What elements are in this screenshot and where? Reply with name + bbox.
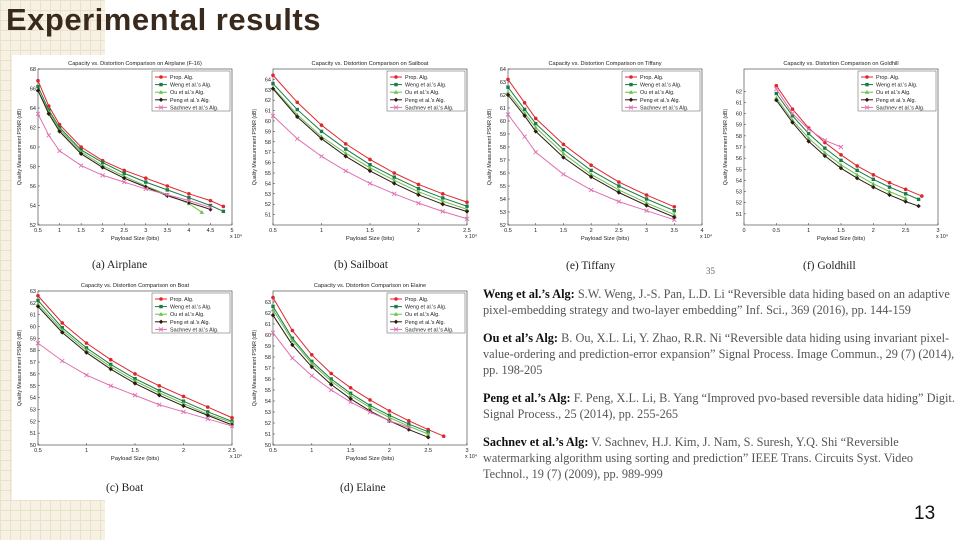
x-tick-label: 4 bbox=[187, 228, 191, 234]
chart-elaine bbox=[247, 277, 477, 477]
x-tick-label: 0.5 bbox=[772, 228, 781, 234]
slide-title: Experimental results bbox=[6, 2, 321, 37]
data-point bbox=[807, 132, 810, 135]
legend-entry: Weng et al.'s Alg. bbox=[876, 82, 918, 89]
data-point bbox=[271, 73, 275, 77]
y-tick-label: 59 bbox=[735, 122, 742, 129]
legend-entry: Sachnev et al.'s Alg. bbox=[170, 105, 219, 112]
y-tick-label: 58 bbox=[264, 355, 271, 361]
legend bbox=[387, 293, 465, 333]
data-point bbox=[865, 75, 869, 79]
x-tick-label: 1.5 bbox=[346, 448, 355, 454]
x-axis-multiplier: x 10⁴ bbox=[936, 234, 949, 240]
data-point bbox=[36, 85, 39, 88]
y-tick-label: 57 bbox=[735, 145, 742, 151]
legend-entry: Ou et al.'s Alg. bbox=[405, 312, 440, 319]
y-tick-label: 59 bbox=[29, 336, 36, 343]
x-axis-label: Payload Size (bits) bbox=[345, 236, 395, 242]
y-tick-label: 62 bbox=[735, 89, 742, 96]
data-point bbox=[617, 184, 620, 187]
data-point bbox=[673, 209, 676, 212]
y-tick-label: 54 bbox=[264, 181, 271, 188]
data-point bbox=[629, 75, 633, 79]
legend bbox=[152, 71, 230, 111]
x-tick-label: 3 bbox=[465, 448, 469, 454]
y-tick-label: 55 bbox=[264, 388, 271, 394]
data-point bbox=[291, 329, 295, 333]
y-tick-label: 54 bbox=[29, 395, 36, 402]
y-tick-label: 60 bbox=[29, 145, 36, 151]
x-axis-multiplier: x 10⁴ bbox=[700, 234, 713, 240]
data-point bbox=[166, 184, 170, 188]
data-point bbox=[888, 185, 891, 188]
x-tick-label: 5 bbox=[230, 228, 234, 234]
data-point bbox=[144, 180, 147, 183]
y-tick-label: 53 bbox=[264, 191, 271, 198]
legend-entry: Sachnev et al.'s Alg. bbox=[405, 105, 454, 112]
y-tick-label: 56 bbox=[499, 171, 506, 177]
x-tick-label: 1 bbox=[807, 228, 811, 234]
legend-entry: Weng et al.'s Alg. bbox=[170, 304, 212, 311]
y-tick-label: 60 bbox=[264, 119, 271, 125]
x-tick-label: 1 bbox=[319, 228, 324, 234]
y-tick-label: 66 bbox=[29, 86, 36, 93]
y-tick-label: 63 bbox=[264, 300, 271, 306]
y-tick-label: 61 bbox=[735, 100, 742, 107]
data-point bbox=[368, 398, 372, 402]
data-point bbox=[159, 75, 163, 79]
data-point bbox=[562, 148, 565, 151]
y-tick-label: 57 bbox=[264, 366, 271, 372]
data-point bbox=[394, 297, 398, 301]
x-tick-label: 2.5 bbox=[424, 448, 433, 454]
data-point bbox=[159, 297, 163, 301]
reference-label: Weng et al.’s Alg: bbox=[483, 287, 575, 301]
data-point bbox=[441, 192, 445, 196]
data-point bbox=[506, 86, 509, 89]
y-tick-label: 57 bbox=[499, 158, 506, 164]
legend-entry: Prop. Alg. bbox=[876, 75, 900, 81]
data-point bbox=[629, 83, 632, 86]
legend-entry: Weng et al.'s Alg. bbox=[405, 82, 447, 89]
data-point bbox=[36, 294, 40, 298]
legend-entry: Weng et al.'s Alg. bbox=[640, 82, 682, 89]
y-tick-label: 56 bbox=[29, 184, 36, 190]
x-tick-label: 2 bbox=[387, 448, 391, 454]
y-tick-label: 52 bbox=[29, 223, 36, 229]
y-tick-label: 64 bbox=[29, 106, 36, 112]
legend-entry: Prop. Alg. bbox=[405, 297, 429, 303]
x-tick-label: 4 bbox=[700, 228, 704, 234]
x-tick-label: 2 bbox=[101, 228, 105, 234]
data-point bbox=[295, 100, 299, 104]
y-tick-label: 51 bbox=[735, 211, 742, 218]
data-point bbox=[534, 117, 538, 121]
y-axis-label: Quality Measurement PSNR (dB) bbox=[17, 329, 23, 407]
data-point bbox=[839, 159, 842, 162]
y-tick-label: 59 bbox=[264, 344, 271, 350]
y-tick-label: 51 bbox=[29, 431, 36, 438]
y-tick-label: 68 bbox=[29, 67, 36, 73]
caption-tiffany: (e) Tiffany bbox=[566, 260, 616, 272]
x-tick-label: 1 bbox=[310, 448, 314, 454]
x-tick-label: 2.5 bbox=[463, 228, 471, 234]
y-tick-label: 58 bbox=[29, 164, 36, 171]
data-point bbox=[296, 108, 299, 111]
legend-entry: Peng et al.'s Alg. bbox=[876, 97, 916, 104]
chart-airplane bbox=[12, 55, 242, 257]
data-point bbox=[209, 199, 213, 203]
y-axis-label: Quality Measurement PSNR (dB) bbox=[723, 108, 729, 186]
legend-entry: Prop. Alg. bbox=[405, 75, 429, 81]
x-tick-label: 3.5 bbox=[670, 228, 679, 234]
legend-entry: Sachnev et al.'s Alg. bbox=[876, 105, 925, 112]
caption-airplane: (a) Airplane bbox=[92, 259, 148, 271]
x-tick-label: 2 bbox=[181, 448, 186, 454]
y-tick-label: 51 bbox=[264, 432, 271, 438]
x-axis-multiplier: x 10⁴ bbox=[465, 454, 478, 460]
x-tick-label: 2.5 bbox=[615, 228, 623, 234]
y-tick-label: 52 bbox=[29, 419, 36, 426]
chart-title: Capacity vs. Distortion Comparison on Sailboat bbox=[311, 61, 429, 67]
x-tick-label: 2.5 bbox=[901, 228, 910, 234]
data-point bbox=[394, 75, 398, 79]
y-tick-label: 60 bbox=[735, 111, 742, 118]
chart-sailboat bbox=[247, 55, 477, 257]
legend-entry: Weng et al.'s Alg. bbox=[405, 304, 447, 311]
y-tick-label: 58 bbox=[499, 145, 506, 151]
data-point bbox=[159, 83, 162, 86]
x-tick-label: 0.5 bbox=[34, 228, 42, 234]
y-tick-label: 63 bbox=[29, 289, 36, 295]
data-point bbox=[271, 82, 274, 85]
y-tick-label: 54 bbox=[499, 197, 506, 203]
data-point bbox=[166, 188, 169, 191]
reference-text: V. Sachnev, H.J. Kim, J. Nam, S. Suresh, Y.Q. Shi “Reversible watermarking algorithm using sorting and prediction” IEEE Trans. Circuits Syst. Video Technol., 19 (7) (2009), pp. 989-999 bbox=[483, 435, 914, 481]
data-point bbox=[206, 405, 210, 409]
y-tick-label: 60 bbox=[29, 324, 36, 331]
y-tick-label: 62 bbox=[264, 98, 271, 105]
caption-goldhill: (f) Goldhill bbox=[803, 260, 856, 272]
x-axis-label: Payload Size (bits) bbox=[345, 456, 395, 462]
legend-entry: Peng et al.'s Alg. bbox=[405, 319, 445, 326]
chart-title: Capacity vs. Distortion Comparison on Goldhill bbox=[783, 61, 899, 67]
data-point bbox=[344, 142, 348, 146]
stray-mark: 35 bbox=[706, 266, 715, 276]
y-tick-label: 50 bbox=[264, 443, 271, 449]
chart-svg bbox=[12, 55, 242, 257]
y-tick-label: 58 bbox=[29, 348, 36, 355]
chart-svg bbox=[247, 277, 477, 477]
x-tick-label: 1.5 bbox=[837, 228, 845, 234]
data-point bbox=[823, 146, 826, 149]
y-tick-label: 55 bbox=[735, 167, 742, 174]
y-tick-label: 56 bbox=[735, 156, 742, 163]
data-point bbox=[230, 416, 234, 420]
y-axis-label: Quality Measurement PSNR (dB) bbox=[487, 108, 493, 186]
data-point bbox=[368, 158, 372, 162]
data-point bbox=[109, 358, 113, 362]
data-point bbox=[222, 205, 226, 209]
x-tick-label: 3 bbox=[645, 228, 649, 234]
data-point bbox=[349, 386, 353, 390]
data-point bbox=[133, 372, 137, 376]
data-point bbox=[645, 197, 648, 200]
y-tick-label: 53 bbox=[499, 210, 506, 216]
x-axis-label: Payload Size (bits) bbox=[110, 456, 160, 462]
y-tick-label: 51 bbox=[264, 212, 271, 219]
y-tick-label: 63 bbox=[499, 80, 506, 86]
reference-peng bbox=[483, 390, 955, 422]
y-tick-label: 56 bbox=[264, 377, 271, 383]
legend bbox=[858, 71, 936, 111]
y-tick-label: 55 bbox=[499, 184, 506, 190]
data-point bbox=[394, 305, 397, 308]
legend-entry: Prop. Alg. bbox=[640, 75, 664, 81]
y-tick-label: 53 bbox=[264, 410, 271, 416]
data-point bbox=[392, 171, 396, 175]
data-point bbox=[320, 130, 323, 133]
data-point bbox=[157, 384, 161, 388]
x-tick-label: 1.5 bbox=[77, 228, 85, 234]
legend bbox=[152, 293, 230, 333]
data-point bbox=[917, 198, 920, 201]
data-point bbox=[310, 353, 314, 357]
chart-title: Capacity vs. Distortion Comparison on Tiffany bbox=[548, 61, 662, 67]
legend-entry: Peng et al.'s Alg. bbox=[405, 97, 445, 104]
caption-boat: (c) Boat bbox=[106, 482, 144, 494]
y-tick-label: 58 bbox=[735, 133, 742, 140]
legend-entry: Ou et al.'s Alg. bbox=[170, 312, 205, 319]
legend-entry: Sachnev et al.'s Alg. bbox=[405, 327, 454, 334]
data-point bbox=[523, 101, 527, 105]
page-number: 13 bbox=[914, 503, 936, 524]
chart-boat bbox=[12, 277, 242, 477]
legend-entry: Peng et al.'s Alg. bbox=[170, 97, 210, 104]
x-axis-multiplier: x 10⁴ bbox=[230, 454, 243, 460]
data-point bbox=[85, 341, 89, 345]
legend-entry: Peng et al.'s Alg. bbox=[170, 319, 210, 326]
data-point bbox=[182, 395, 186, 399]
x-axis-multiplier: x 10⁴ bbox=[465, 234, 478, 240]
data-point bbox=[417, 183, 421, 187]
data-point bbox=[388, 409, 392, 413]
data-point bbox=[775, 84, 779, 88]
data-point bbox=[442, 434, 446, 438]
x-tick-label: 0.5 bbox=[34, 448, 42, 454]
data-point bbox=[617, 180, 621, 184]
data-point bbox=[523, 108, 526, 111]
legend-entry: Sachnev et al.'s Alg. bbox=[170, 327, 219, 334]
y-tick-label: 62 bbox=[499, 93, 506, 99]
x-tick-label: 1 bbox=[84, 448, 89, 454]
data-point bbox=[589, 169, 592, 172]
y-tick-label: 52 bbox=[264, 421, 271, 427]
data-point bbox=[888, 181, 892, 185]
x-tick-label: 2.5 bbox=[120, 228, 129, 234]
chart-svg bbox=[482, 55, 712, 257]
legend-entry: Ou et al.'s Alg. bbox=[405, 90, 440, 97]
x-axis-multiplier: x 10⁴ bbox=[230, 234, 243, 240]
data-point bbox=[465, 200, 469, 204]
data-point bbox=[144, 176, 148, 180]
y-tick-label: 64 bbox=[499, 67, 506, 73]
reference-sachnev bbox=[483, 434, 955, 482]
data-point bbox=[775, 92, 778, 95]
legend-entry: Prop. Alg. bbox=[170, 75, 194, 81]
y-tick-label: 54 bbox=[264, 399, 271, 405]
data-point bbox=[407, 419, 411, 423]
y-tick-label: 62 bbox=[264, 311, 271, 317]
chart-tiffany bbox=[482, 55, 712, 257]
data-point bbox=[872, 178, 875, 181]
x-tick-label: 1 bbox=[534, 228, 538, 234]
y-tick-label: 56 bbox=[29, 371, 36, 378]
data-point bbox=[222, 210, 225, 213]
x-tick-label: 4.5 bbox=[206, 228, 215, 234]
y-tick-label: 54 bbox=[735, 178, 742, 185]
chart-svg bbox=[247, 55, 477, 257]
reference-label: Ou et al’s Alg: bbox=[483, 331, 559, 345]
y-axis-label: Quality Measurement PSNR (dB) bbox=[252, 329, 258, 407]
y-tick-label: 63 bbox=[264, 87, 271, 94]
y-tick-label: 57 bbox=[264, 150, 271, 157]
data-point bbox=[839, 153, 843, 157]
data-point bbox=[187, 192, 191, 196]
legend bbox=[387, 71, 465, 111]
y-axis-label: Quality Measurement PSNR (dB) bbox=[17, 108, 23, 186]
x-tick-label: 2.5 bbox=[228, 448, 236, 454]
reference-text: S.W. Weng, J.-S. Pan, L.D. Li “Reversible data hiding based on an adaptive pixel-embedding strategy and two-layer embedding” Inf. Sci., 369 (2016), pp. 144-159 bbox=[483, 287, 950, 317]
y-tick-label: 55 bbox=[264, 171, 271, 177]
y-tick-label: 57 bbox=[29, 360, 36, 367]
y-tick-label: 53 bbox=[735, 189, 742, 196]
y-tick-label: 60 bbox=[499, 119, 506, 125]
data-point bbox=[271, 296, 275, 300]
y-tick-label: 61 bbox=[29, 312, 36, 319]
data-point bbox=[562, 143, 566, 147]
y-tick-label: 59 bbox=[264, 129, 271, 136]
legend-entry: Ou et al.'s Alg. bbox=[170, 90, 205, 97]
y-tick-label: 54 bbox=[29, 203, 36, 210]
legend-entry: Weng et al.'s Alg. bbox=[170, 82, 212, 89]
data-point bbox=[329, 372, 333, 376]
x-tick-label: 2 bbox=[589, 228, 593, 234]
data-point bbox=[904, 192, 907, 195]
chart-title: Capacity vs. Distortion Comparison on Airplane (F-16) bbox=[68, 61, 202, 67]
reference-text: F. Peng, X.L. Li, B. Yang “Improved pvo-based reversible data hiding” Digit. Signal Process., 25 (2014), pp. 255-265 bbox=[483, 391, 955, 421]
data-point bbox=[872, 173, 876, 177]
data-point bbox=[865, 83, 868, 86]
x-tick-label: 0.5 bbox=[504, 228, 512, 234]
data-point bbox=[855, 169, 858, 172]
data-point bbox=[394, 83, 397, 86]
y-tick-label: 59 bbox=[499, 132, 506, 138]
y-tick-label: 55 bbox=[29, 383, 36, 390]
x-axis-label: Payload Size (bits) bbox=[110, 236, 160, 242]
reference-ou bbox=[483, 330, 955, 378]
x-tick-label: 1.5 bbox=[131, 448, 139, 454]
y-tick-label: 61 bbox=[499, 106, 506, 112]
caption-sailboat: (b) Sailboat bbox=[334, 259, 388, 271]
chart-goldhill bbox=[718, 55, 948, 257]
legend-entry: Ou et al.'s Alg. bbox=[640, 90, 675, 97]
x-tick-label: 1.5 bbox=[366, 228, 374, 234]
reference-label: Peng et al.’s Alg: bbox=[483, 391, 571, 405]
x-tick-label: 3.5 bbox=[163, 228, 172, 234]
x-axis-label: Payload Size (bits) bbox=[816, 236, 866, 242]
chart-svg bbox=[12, 277, 242, 477]
x-tick-label: 2 bbox=[416, 228, 421, 234]
chart-title: Capacity vs. Distortion Comparison on Boat bbox=[80, 283, 190, 289]
data-point bbox=[920, 194, 924, 198]
data-point bbox=[791, 107, 795, 111]
reference-text: B. Ou, X.L. Li, Y. Zhao, R.R. Ni “Reversible data hiding using invariant pixel-value-ordering and prediction-error expansion” Signal Process. Image Commun., 29 (7) (2014), pp. 198-205 bbox=[483, 331, 955, 377]
data-point bbox=[506, 78, 510, 82]
data-point bbox=[904, 188, 908, 192]
chart-svg bbox=[718, 55, 948, 257]
x-tick-label: 0 bbox=[742, 228, 746, 234]
caption-elaine: (d) Elaine bbox=[340, 482, 386, 494]
y-tick-label: 52 bbox=[499, 223, 506, 229]
x-tick-label: 0.5 bbox=[269, 448, 277, 454]
y-tick-label: 60 bbox=[264, 333, 271, 339]
legend-entry: Prop. Alg. bbox=[170, 297, 194, 303]
reference-label: Sachnev et al.’s Alg: bbox=[483, 435, 589, 449]
y-tick-label: 52 bbox=[735, 200, 742, 207]
x-tick-label: 0.5 bbox=[269, 228, 277, 234]
y-tick-label: 61 bbox=[264, 108, 271, 115]
reference-weng bbox=[483, 286, 955, 318]
legend bbox=[622, 71, 700, 111]
chart-title: Capacity vs. Distortion Comparison on Elaine bbox=[313, 283, 427, 289]
y-tick-label: 62 bbox=[29, 125, 36, 132]
data-point bbox=[534, 122, 537, 125]
data-point bbox=[344, 147, 347, 150]
y-tick-label: 61 bbox=[264, 322, 271, 328]
x-tick-label: 3 bbox=[936, 228, 940, 234]
data-point bbox=[589, 163, 593, 167]
references-list bbox=[483, 286, 955, 494]
legend-entry: Peng et al.'s Alg. bbox=[640, 97, 680, 104]
y-tick-label: 52 bbox=[264, 202, 271, 209]
data-point bbox=[60, 321, 64, 325]
legend-entry: Ou et al.'s Alg. bbox=[876, 90, 911, 97]
x-tick-label: 3 bbox=[144, 228, 148, 234]
data-point bbox=[672, 205, 676, 209]
x-tick-label: 1.5 bbox=[559, 228, 568, 234]
y-tick-label: 56 bbox=[264, 160, 271, 167]
legend-entry: Sachnev et al.'s Alg. bbox=[640, 105, 689, 112]
data-point bbox=[320, 123, 324, 127]
y-tick-label: 64 bbox=[264, 77, 271, 84]
y-tick-label: 62 bbox=[29, 300, 36, 307]
y-tick-label: 58 bbox=[264, 139, 271, 146]
x-tick-label: 1 bbox=[58, 228, 62, 234]
y-axis-label: Quality Measurement PSNR (dB) bbox=[252, 108, 258, 186]
data-point bbox=[159, 305, 162, 308]
data-point bbox=[855, 164, 859, 168]
x-axis-label: Payload Size (bits) bbox=[580, 236, 630, 242]
y-tick-label: 50 bbox=[29, 443, 36, 449]
y-tick-label: 53 bbox=[29, 407, 36, 414]
data-point bbox=[36, 299, 39, 302]
x-tick-label: 2 bbox=[871, 228, 875, 234]
data-point bbox=[36, 79, 40, 83]
data-point bbox=[645, 193, 649, 197]
